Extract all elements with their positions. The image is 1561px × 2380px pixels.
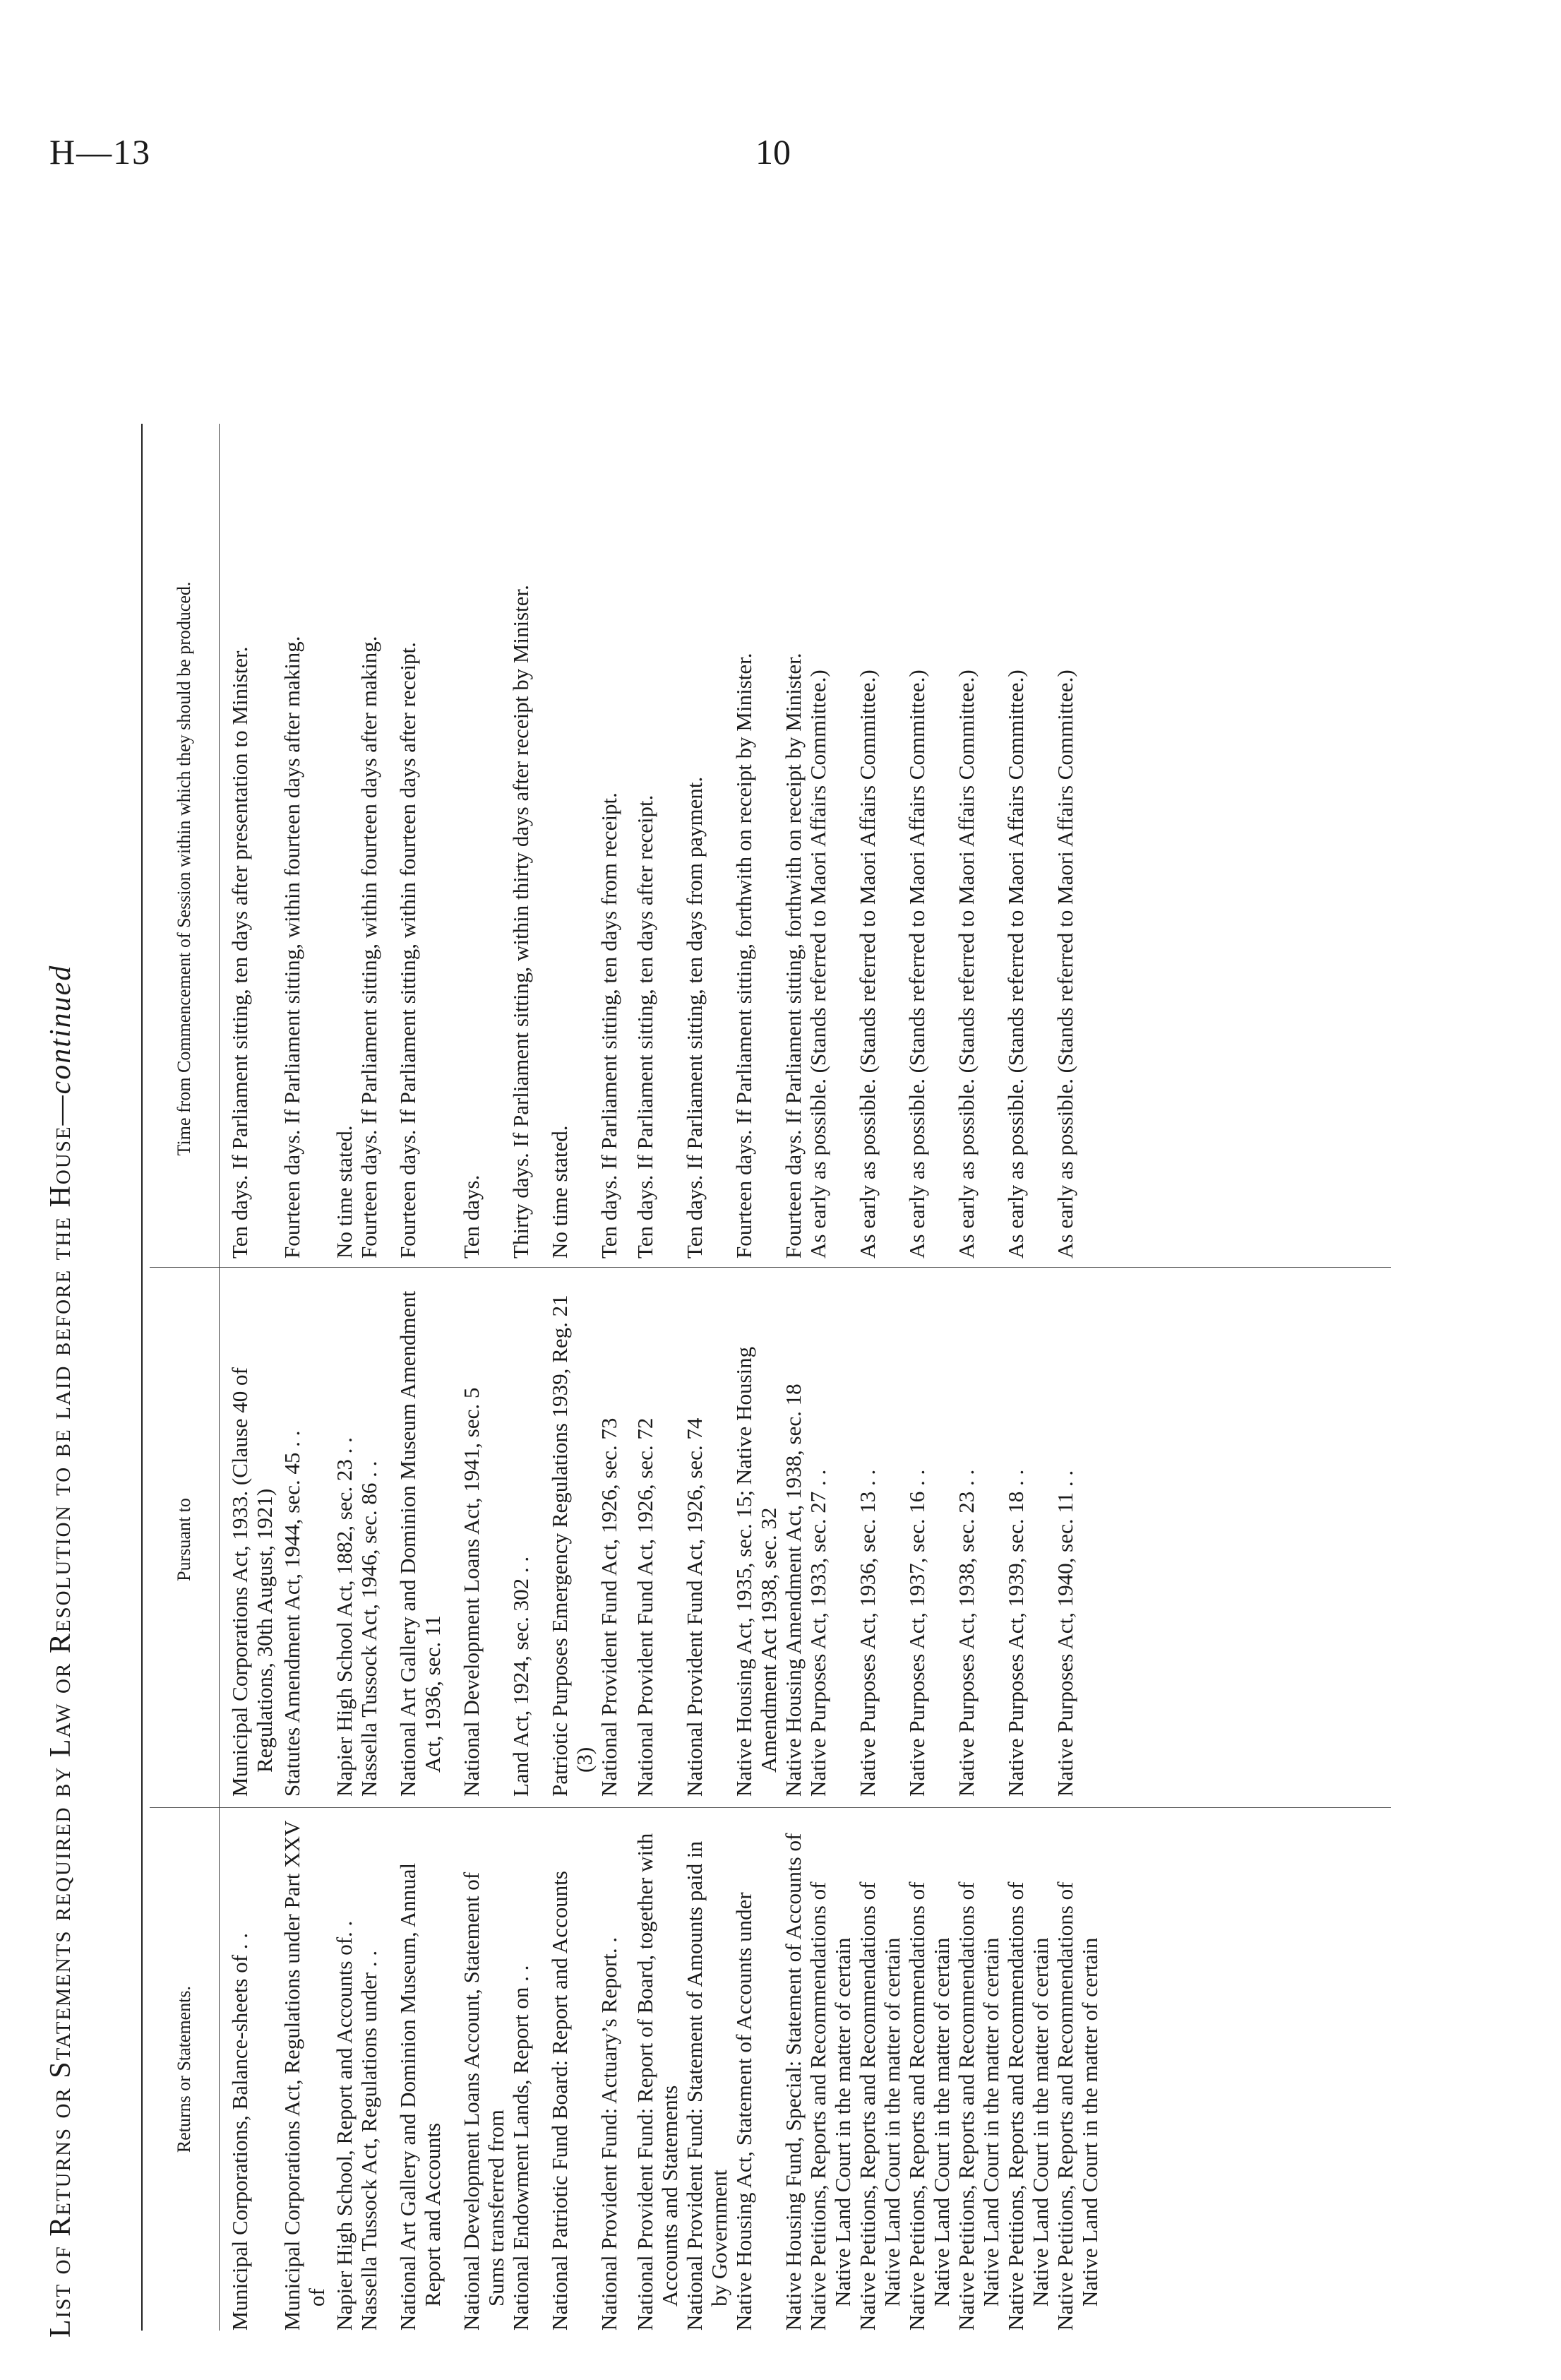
cell-pursuant: Municipal Corporations Act, 1933. (Clause 40 of Regulations, 30th August, 1921)	[227, 1367, 277, 1797]
page-number: 10	[755, 132, 791, 172]
table-row	[227, 388, 277, 2331]
cell-returns: Native Petitions, Reports and Recommendations of Native Land Court in the matter of certain	[904, 1881, 954, 2331]
cell-time: Ten days. If Parliament sitting, ten days from payment.	[682, 776, 707, 1259]
table-row	[357, 388, 381, 2331]
cell-pursuant: Nassella Tussock Act, 1946, sec. 86 . .	[357, 1460, 381, 1797]
cell-time: Ten days. If Parliament sitting, ten days after receipt.	[633, 795, 657, 1259]
cell-returns: National Endowment Lands, Report on . .	[508, 1965, 533, 2331]
table-row	[855, 388, 904, 2331]
cell-time: Ten days. If Parliament sitting, ten days from receipt.	[597, 792, 621, 1259]
cell-pursuant: Native Purposes Act, 1938, sec. 23 . .	[954, 1469, 979, 1797]
cell-time: As early as possible. (Stands referred to Maori Affairs Committee.)	[954, 670, 979, 1259]
cell-pursuant: Statutes Amendment Act, 1944, sec. 45 . .	[280, 1430, 304, 1797]
table-row	[395, 388, 445, 2331]
cell-time: Fourteen days. If Parliament sitting, forthwith on receipt by Minister.	[731, 653, 756, 1259]
cell-time: Fourteen days. If Parliament sitting, within fourteen days after receipt.	[395, 642, 420, 1259]
column-header-returns: Returns or Statements.	[174, 1985, 194, 2153]
table-row	[1053, 388, 1102, 2331]
table-row	[508, 388, 533, 2331]
cell-pursuant: Native Purposes Act, 1939, sec. 18 . .	[1003, 1469, 1028, 1797]
cell-returns: Napier High School, Report and Accounts of. .	[332, 1920, 357, 2331]
table-row	[459, 388, 508, 2331]
table-row	[781, 388, 806, 2331]
top-rule	[141, 424, 143, 2331]
cell-returns: Native Housing Fund, Special: Statement of Accounts of	[781, 1833, 806, 2331]
cell-pursuant: Native Purposes Act, 1940, sec. 11 . .	[1053, 1470, 1077, 1797]
cell-pursuant: Patriotic Purposes Emergency Regulations 1939, Reg. 21 (3)	[547, 1295, 597, 1797]
cell-returns: Native Petitions, Reports and Recommendations of Native Land Court in the matter of certain	[806, 1881, 855, 2331]
cell-time: As early as possible. (Stands referred to Maori Affairs Committee.)	[1003, 670, 1028, 1259]
cell-returns: National Patriotic Fund Board: Report and Accounts	[547, 1871, 572, 2331]
cell-pursuant: Native Housing Act, 1935, sec. 15; Native Housing Amendment Act 1938, sec. 32	[731, 1346, 781, 1797]
cell-pursuant: Native Purposes Act, 1936, sec. 13 . .	[855, 1469, 880, 1797]
cell-time: No time stated.	[332, 1125, 357, 1259]
cell-pursuant: National Provident Fund Act, 1926, sec. 74	[682, 1417, 707, 1797]
cell-pursuant: Native Purposes Act, 1933, sec. 27 . .	[806, 1469, 830, 1797]
cell-pursuant: National Provident Fund Act, 1926, sec. 72	[633, 1417, 657, 1797]
cell-returns: Native Petitions, Reports and Recommendations of Native Land Court in the matter of certain	[855, 1881, 904, 2331]
cell-time: Fourteen days. If Parliament sitting, within fourteen days after making.	[280, 636, 304, 1259]
cell-returns: National Provident Fund: Statement of Amounts paid in by Government	[682, 1840, 731, 2331]
title-continued: continued	[44, 964, 77, 1095]
cell-returns: National Provident Fund: Actuary’s Report. .	[597, 1936, 621, 2331]
title-text: List of Returns or Statements required by Law or Resolution to be laid before the House	[44, 1125, 77, 2338]
cell-pursuant: National Development Loans Act, 1941, sec. 5	[459, 1387, 484, 1797]
header-rule	[219, 424, 220, 2331]
cell-time: As early as possible. (Stands referred to Maori Affairs Committee.)	[855, 670, 880, 1259]
table-body	[227, 388, 1102, 2331]
cell-returns: Native Petitions, Reports and Recommendations of Native Land Court in the matter of certain	[1003, 1881, 1053, 2331]
cell-time: As early as possible. (Stands referred to Maori Affairs Committee.)	[904, 670, 929, 1259]
column-header-pursuant: Pursuant to	[174, 1498, 194, 1581]
table-row	[547, 388, 597, 2331]
cell-pursuant: National Art Gallery and Dominion Museum Amendment Act, 1936, sec. 11	[395, 1290, 445, 1797]
cell-returns: Native Housing Act, Statement of Accounts under	[731, 1892, 756, 2331]
cell-time: No time stated.	[547, 1125, 572, 1259]
cell-time: Ten days. If Parliament sitting, ten days after presentation to Minister.	[227, 646, 252, 1259]
column-header-time: Time from Commencement of Session within which they should be produced.	[174, 581, 194, 1156]
cell-pursuant: Napier High School Act, 1882, sec. 23 . .	[332, 1437, 357, 1797]
cell-pursuant: Native Housing Amendment Act, 1938, sec. 18	[781, 1384, 806, 1797]
table-row	[1003, 388, 1053, 2331]
cell-time: As early as possible. (Stands referred to Maori Affairs Committee.)	[806, 670, 830, 1259]
cell-returns: Municipal Corporations, Balance-sheets of . .	[227, 1932, 252, 2331]
cell-pursuant: Native Purposes Act, 1937, sec. 16 . .	[904, 1469, 929, 1797]
table-row	[806, 388, 855, 2331]
rotated-table-block	[42, 275, 1433, 2380]
table-row	[904, 388, 954, 2331]
cell-returns: National Art Gallery and Dominion Museum, Annual Report and Accounts	[395, 1862, 445, 2331]
cell-pursuant: Land Act, 1924, sec. 302 . .	[508, 1556, 533, 1797]
table-row	[682, 388, 731, 2331]
cell-pursuant: National Provident Fund Act, 1926, sec. 73	[597, 1417, 621, 1797]
cell-time: Fourteen days. If Parliament sitting, forthwith on receipt by Minister.	[781, 653, 806, 1259]
cell-time: Fourteen days. If Parliament sitting, within fourteen days after making.	[357, 636, 381, 1259]
table-row	[633, 388, 682, 2331]
cell-returns: Municipal Corporations Act, Regulations under Part XXV of	[280, 1821, 329, 2331]
cell-returns: Nassella Tussock Act, Regulations under . .	[357, 1950, 381, 2331]
cell-time: Ten days.	[459, 1174, 484, 1259]
table-row	[954, 388, 1003, 2331]
page-title: List of Returns or Statements required by Law or Resolution to be laid before the House—continued	[44, 964, 77, 2338]
cell-time: As early as possible. (Stands referred to Maori Affairs Committee.)	[1053, 670, 1077, 1259]
table-row	[597, 388, 621, 2331]
cell-returns: Native Petitions, Reports and Recommendations of Native Land Court in the matter of certain	[954, 1881, 1003, 2331]
table-row	[280, 388, 329, 2331]
table-row	[731, 388, 781, 2331]
cell-returns: National Development Loans Account, Statement of Sums transferred from	[459, 1872, 508, 2331]
page-identifier: H—13	[49, 132, 152, 172]
cell-returns: National Provident Fund: Report of Board, together with Accounts and Statements	[633, 1833, 682, 2331]
table-row	[332, 388, 357, 2331]
cell-returns: Native Petitions, Reports and Recommendations of Native Land Court in the matter of certain	[1053, 1881, 1102, 2331]
cell-time: Thirty days. If Parliament sitting, within thirty days after receipt by Minister.	[508, 585, 533, 1259]
